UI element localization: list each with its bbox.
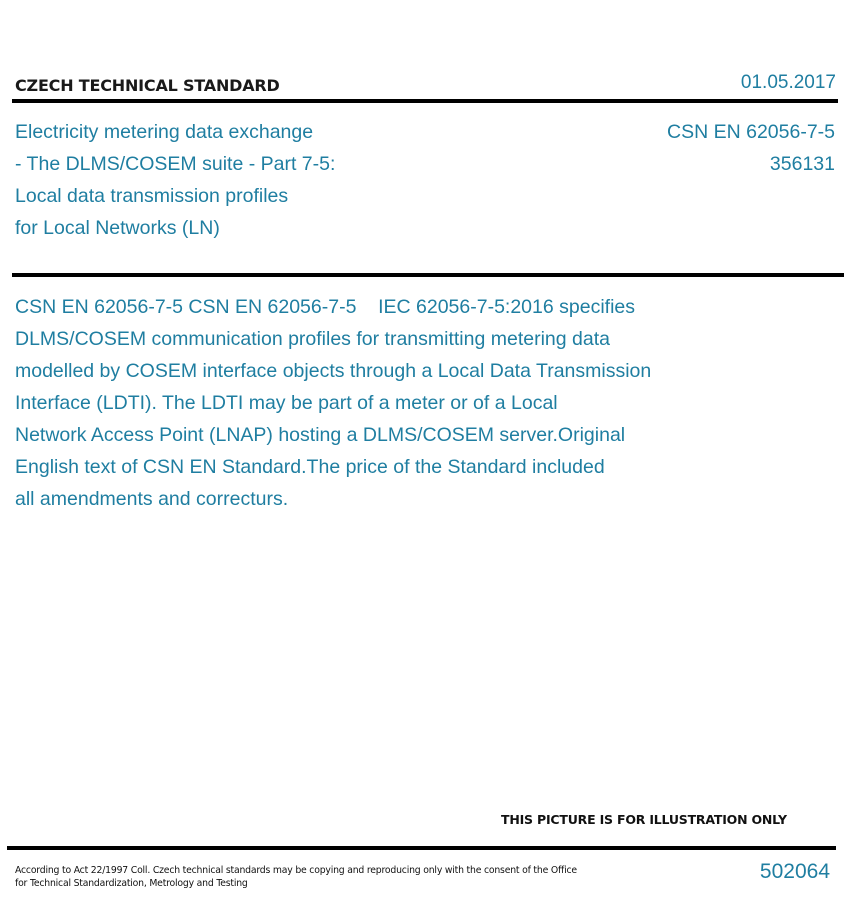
description-line: English text of CSN EN Standard.The price of the Standard included bbox=[15, 456, 605, 478]
footer-divider bbox=[7, 846, 836, 850]
description-line: CSN EN 62056-7-5 CSN EN 62056-7-5 IEC 62056-7-5:2016 specifies bbox=[15, 296, 635, 318]
standard-number: CSN EN 62056-7-5 bbox=[667, 121, 835, 143]
description-line: modelled by COSEM interface objects through a Local Data Transmission bbox=[15, 360, 652, 382]
illustration-notice: THIS PICTURE IS FOR ILLUSTRATION ONLY bbox=[501, 812, 787, 827]
description-line: all amendments and correcturs. bbox=[15, 488, 289, 510]
legal-notice bbox=[15, 864, 577, 890]
title-line: - The DLMS/COSEM suite - Part 7-5: bbox=[15, 153, 336, 175]
title-line: Electricity metering data exchange bbox=[15, 121, 314, 143]
standard-codes bbox=[667, 116, 835, 180]
legal-notice-line: for Technical Standardization, Metrology and Testing bbox=[15, 878, 248, 889]
standard-title bbox=[15, 116, 515, 244]
title-line: for Local Networks (LN) bbox=[15, 217, 220, 239]
title-line: Local data transmission profiles bbox=[15, 185, 289, 207]
publication-date: 01.05.2017 bbox=[740, 72, 836, 93]
catalog-number: 502064 bbox=[759, 860, 830, 883]
document-type-label: CZECH TECHNICAL STANDARD bbox=[15, 76, 280, 95]
description-line: Network Access Point (LNAP) hosting a DLMS/COSEM server.Original bbox=[15, 424, 626, 446]
legal-notice-line: According to Act 22/1997 Coll. Czech technical standards may be copying and reproducing only with the consent of the Office bbox=[15, 865, 577, 876]
header-divider bbox=[12, 99, 838, 103]
title-divider bbox=[12, 273, 844, 277]
description-line: DLMS/COSEM communication profiles for transmitting metering data bbox=[15, 328, 610, 350]
description-line: Interface (LDTI). The LDTI may be part of a meter or of a Local bbox=[15, 392, 558, 414]
standard-description bbox=[15, 291, 775, 515]
classification-code: 356131 bbox=[769, 153, 835, 175]
